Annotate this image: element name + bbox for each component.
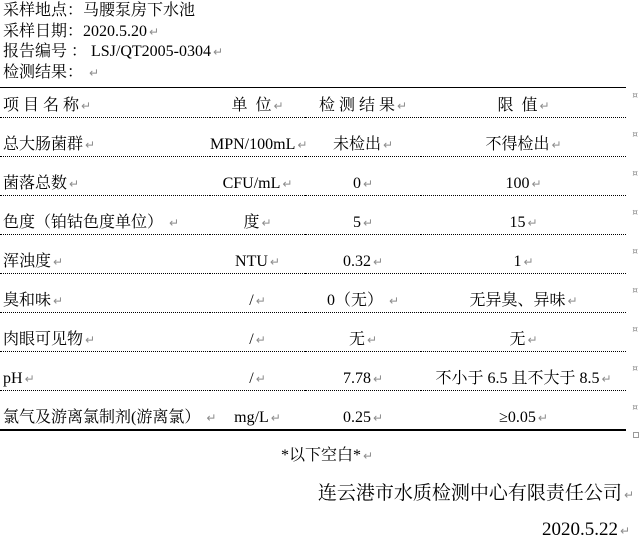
paragraph-mark-icon: ↵ [255, 333, 266, 347]
row-end-marker-icon: ¤ [632, 169, 638, 179]
paragraph-mark-icon: ↵ [89, 65, 100, 80]
paragraph-mark-icon: ↵ [255, 294, 266, 308]
paragraph-mark-icon: ↵ [270, 410, 281, 425]
results-label-text: 检测结果： [3, 63, 88, 81]
paragraph-mark-icon: ↵ [24, 372, 35, 386]
cell-unit: CFU/mL ↵ [210, 157, 305, 196]
row-end-marker-icon: ¤ [632, 286, 638, 296]
paragraph-mark-icon: ↵ [623, 488, 634, 502]
sampling-location-text: 采样地点：马腰泵房下水池 [3, 2, 196, 19]
paragraph-mark-icon: ↵ [363, 449, 374, 463]
paragraph-mark-icon: ↵ [523, 255, 534, 269]
row-end-marker-icon: ¤ [632, 364, 638, 374]
cell-unit: 度 ↵ [210, 196, 305, 235]
cell-limit: ≥0.05 ↵ [421, 391, 626, 430]
company-name: 连云港市水质检测中心有限责任公司 ↵ [317, 483, 634, 504]
paragraph-mark-icon: ↵ [169, 216, 180, 230]
cell-result: 0 ↵ [305, 157, 421, 196]
paragraph-mark-icon: ↵ [388, 294, 400, 308]
paragraph-mark-icon: ↵ [382, 138, 394, 152]
cell-result: 0（无） ↵ [305, 274, 421, 313]
cell-unit: mg/L ↵ [210, 391, 305, 430]
cell-item: 浑浊度 ↵ [0, 235, 210, 274]
paragraph-mark-icon: ↵ [372, 255, 384, 269]
table-end-marker-icon [633, 432, 639, 438]
paragraph-mark-icon: ↵ [81, 99, 92, 113]
paragraph-mark-icon: ↵ [362, 216, 374, 230]
cell-unit: / ↵ [210, 274, 305, 313]
report-date: 2020.5.22 ↵ [541, 519, 630, 540]
paragraph-mark-icon: ↵ [567, 294, 578, 308]
column-header-limit: 限 值 ↵ [421, 88, 626, 118]
results-table [0, 87, 626, 431]
paragraph-mark-icon: ↵ [206, 410, 217, 425]
row-end-marker-icon: ¤ [632, 403, 638, 413]
table-row [0, 235, 626, 274]
paragraph-mark-icon: ↵ [537, 410, 548, 425]
column-header-result: 检 测 结 果 ↵ [305, 88, 421, 118]
cell-limit: 无 ↵ [421, 313, 626, 352]
cell-unit: MPN/100mL ↵ [210, 118, 305, 157]
cell-result: 0.32 ↵ [305, 235, 421, 274]
paragraph-mark-icon: ↵ [366, 333, 378, 347]
paragraph-mark-icon: ↵ [53, 255, 64, 269]
paragraph-mark-icon: ↵ [396, 99, 408, 113]
column-header-item: 项 目 名 称 ↵ [0, 88, 210, 118]
paragraph-mark-icon: ↵ [619, 524, 630, 538]
paragraph-mark-icon: ↵ [601, 372, 612, 386]
results-label-line [3, 63, 223, 84]
paragraph-mark-icon: ↵ [551, 138, 562, 152]
cell-result: 0.25 ↵ [305, 391, 421, 430]
cell-item: 氯气及游离氯制剂(游离氯） ↵ [0, 391, 210, 430]
column-header-unit: 单 位 ↵ [210, 88, 305, 118]
cell-item: 菌落总数 ↵ [0, 157, 210, 196]
row-end-marker-icon: ¤ [632, 91, 638, 101]
table-row [0, 391, 626, 430]
paragraph-mark-icon: ↵ [372, 410, 384, 425]
cell-limit: 1 ↵ [421, 235, 626, 274]
sampling-date-line [3, 22, 223, 43]
paragraph-mark-icon: ↵ [53, 294, 64, 308]
sampling-location-line [3, 1, 223, 22]
cell-limit: 不得检出 ↵ [421, 118, 626, 157]
row-end-marker-icon: ¤ [632, 325, 638, 335]
row-end-marker-icon: ¤ [632, 130, 638, 140]
paragraph-mark-icon: ↵ [261, 216, 272, 230]
cell-item: 臭和味 ↵ [0, 274, 210, 313]
cell-limit: 100 ↵ [421, 157, 626, 196]
table-row [0, 118, 626, 157]
cell-item: 色度（铂钴色度单位） ↵ [0, 196, 210, 235]
report-number-line [3, 42, 223, 63]
blank-below-note: *以下空白* ↵ [281, 447, 374, 464]
paragraph-mark-icon: ↵ [527, 333, 538, 347]
cell-result: 无 ↵ [305, 313, 421, 352]
cell-unit: / ↵ [210, 313, 305, 352]
paragraph-mark-icon: ↵ [213, 45, 224, 60]
cell-limit: 15 ↵ [421, 196, 626, 235]
paragraph-mark-icon: ↵ [85, 333, 96, 347]
row-end-marker-icon: ¤ [632, 247, 638, 257]
paragraph-mark-icon: ↵ [372, 372, 384, 386]
report-number-text: 报告编号 ： LSJ/QT2005-0304 [3, 43, 212, 61]
cell-result: 未检出 ↵ [305, 118, 421, 157]
paragraph-mark-icon: ↵ [531, 177, 542, 191]
table-row [0, 274, 626, 313]
cell-item: pH ↵ [0, 352, 210, 391]
table-row [0, 313, 626, 352]
sampling-date-text: 采样日期：2020.5.20 [3, 22, 148, 40]
cell-item: 总大肠菌群 ↵ [0, 118, 210, 157]
paragraph-mark-icon: ↵ [527, 216, 538, 230]
paragraph-mark-icon: ↵ [273, 99, 284, 113]
cell-limit: 无异臭、异味 ↵ [421, 274, 626, 313]
cell-result: 7.78 ↵ [305, 352, 421, 391]
cell-unit: NTU ↵ [210, 235, 305, 274]
row-end-marker-icon: ¤ [632, 208, 638, 218]
cell-result: 5 ↵ [305, 196, 421, 235]
sampling-info [3, 1, 223, 83]
paragraph-mark-icon: ↵ [269, 255, 280, 269]
paragraph-mark-icon: ↵ [85, 138, 96, 152]
paragraph-mark-icon: ↵ [149, 24, 160, 39]
table-row [0, 196, 626, 235]
paragraph-mark-icon: ↵ [282, 177, 293, 191]
paragraph-mark-icon: ↵ [69, 177, 80, 191]
paragraph-mark-icon: ↵ [539, 99, 550, 113]
table-row [0, 157, 626, 196]
paragraph-mark-icon: ↵ [362, 177, 374, 191]
cell-limit: 不小于 6.5 且不大于 8.5 ↵ [421, 352, 626, 391]
table-header-row [0, 88, 626, 118]
paragraph-mark-icon: ↵ [297, 138, 308, 152]
table-row [0, 352, 626, 391]
paragraph-mark-icon: ↵ [255, 372, 266, 386]
cell-item: 肉眼可见物 ↵ [0, 313, 210, 352]
cell-unit: / ↵ [210, 352, 305, 391]
